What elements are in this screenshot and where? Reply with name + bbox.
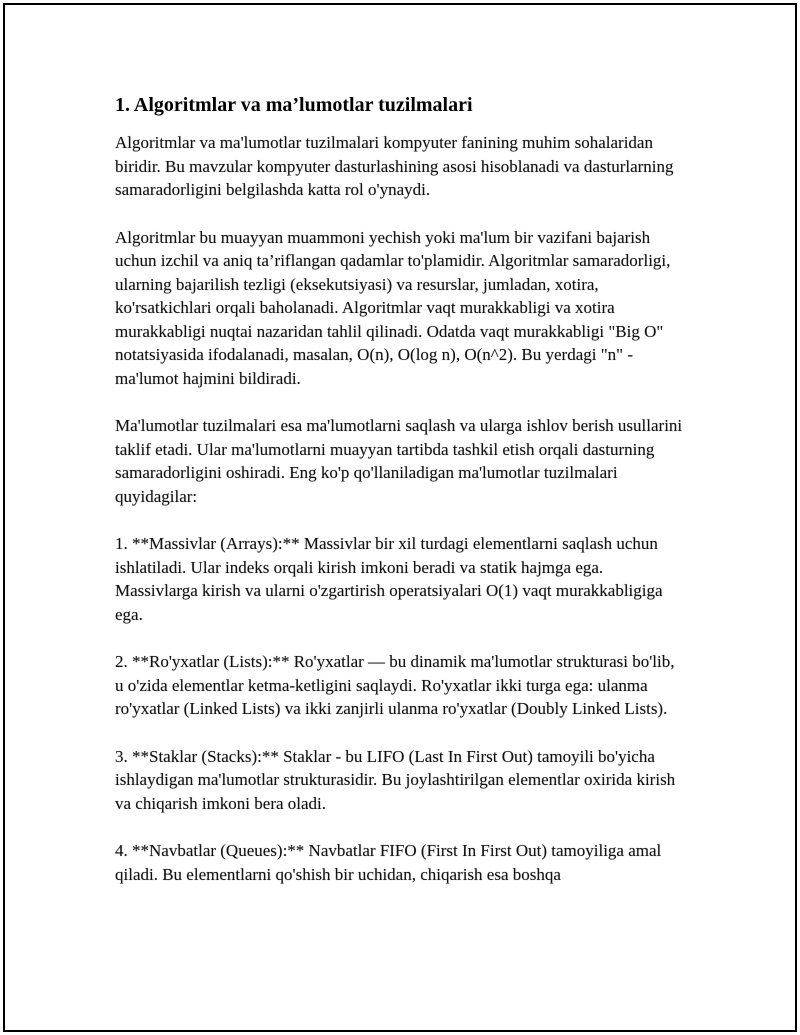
list-item-queues: 4. **Navbatlar (Queues):** Navbatlar FIFO (First In First Out) tamoyiliga amal qiladi. Bu elementlarni qo'shish bir uchidan, chiqarish esa boshqa bbox=[115, 841, 662, 884]
list-item-lists: 2. **Ro'yxatlar (Lists):** Ro'yxatlar — bu dinamik ma'lumotlar strukturasi bo'lib, u o'zida elementlar ketma-ketligini saqlaydi. Ro'yxatlar ikki turga ega: ulanma ro'yxatlar (Linked Lists) va ikki zanjirli ulanma ro'yxatlar (Doubly Linked Lists). bbox=[115, 652, 675, 718]
paragraph-algorithms: Algoritmlar bu muayyan muammoni yechish yoki ma'lum bir vazifani bajarish uchun izchil va aniq ta’riflangan qadamlar to'plamidir. Algoritmlar samaradorligi, ularning bajarilish tezligi (eksekutsiyasi) va resurslar, jumladan, xotira, ko'rsatkichlari orqali baholanadi. Algoritmlar vaqt murakkabligi va xotira murakkabligi nuqtai nazaridan tahlil qilinadi. Odatda vaqt murakkabligi "Big O" notatsiyasida ifodalanadi, masalan, O(n), O(log n), O(n^2). Bu yerdagi "n" - ma'lumot hajmini bildiradi. bbox=[115, 227, 671, 388]
paragraph-intro: Algoritmlar va ma'lumotlar tuzilmalari kompyuter fanining muhim sohalaridan biridir. Bu mavzular kompyuter dasturlashining asosi hisoblanadi va dasturlarning samaradorligini belgilashda katta rol o'ynaydi. bbox=[115, 133, 674, 199]
document-body bbox=[115, 92, 685, 910]
paragraph-data-structures: Ma'lumotlar tuzilmalari esa ma'lumotlarni saqlash va ularga ishlov berish usullarini taklif etadi. Ular ma'lumotlarni muayyan tartibda tashkil etish orqali dasturning samaradorligini oshiradi. Eng ko'p qo'llaniladigan ma'lumotlar tuzilmalari quyidagilar: bbox=[115, 416, 683, 506]
section-title: 1. Algoritmlar va ma’lumotlar tuzilmalari bbox=[115, 94, 473, 116]
list-item-stacks: 3. **Staklar (Stacks):** Staklar - bu LIFO (Last In First Out) tamoyili bo'yicha ishlaydigan ma'lumotlar strukturasidir. Bu joylashtirilgan elementlar oxirida kirish va chiqarish imkoni bera oladi. bbox=[115, 746, 676, 813]
list-item-arrays: 1. **Massivlar (Arrays):** Massivlar bir xil turdagi elementlarni saqlash uchun ishlatiladi. Ular indeks orqali kirish imkoni beradi va statik hajmga ega. Massivlarga kirish va ularni o'zgartirish operatsiyalari O(1) vaqt murakkabligiga ega. bbox=[115, 534, 663, 624]
